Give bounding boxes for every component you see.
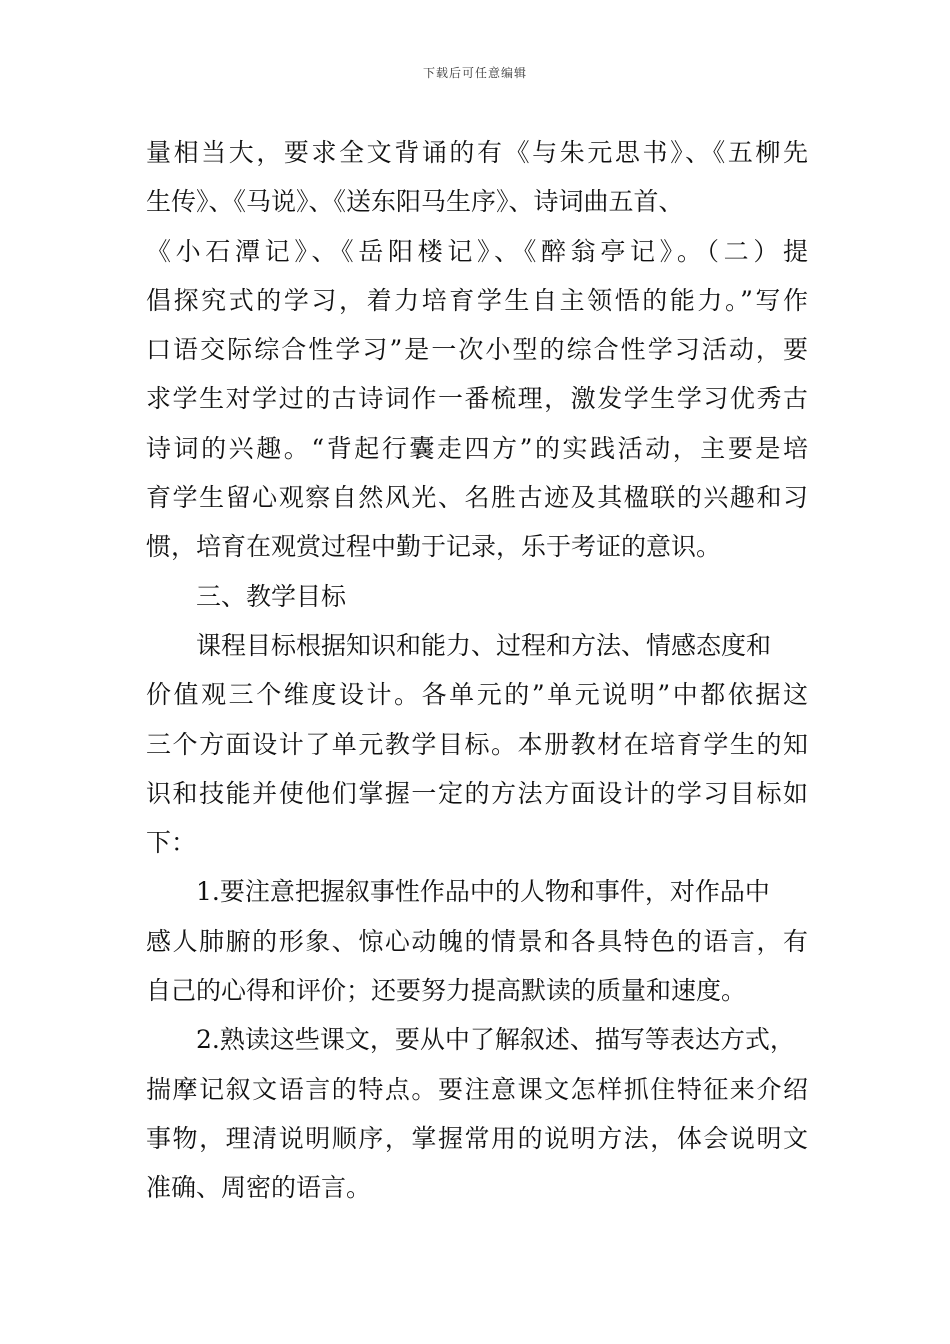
- page-header-note: 下载后可任意编辑: [422, 66, 527, 80]
- text-line: 求学生对学过的古诗词作一番梳理，激发学生学习优秀古: [146, 384, 808, 414]
- text-line: 准确、周密的语言。: [146, 1173, 372, 1203]
- text-line: 价值观三个维度设计。各单元的”单元说明”中都依据这: [146, 680, 808, 710]
- text-line: 诗词的兴趣。“背起行囊走四方”的实践活动，主要是培: [146, 433, 808, 463]
- section-heading: 三、教学目标: [196, 581, 347, 611]
- text-line: 揣摩记叙文语言的特点。要注意课文怎样抓住特征来介绍: [146, 1074, 808, 1104]
- text-line: 课程目标根据知识和能力、过程和方法、情感态度和: [196, 630, 772, 660]
- text-line: 育学生留心观察自然风光、名胜古迹及其楹联的兴趣和习: [146, 483, 808, 513]
- text-line: 口语交际综合性学习”是一次小型的综合性学习活动，要: [146, 335, 808, 365]
- text-line: 倡探究式的学习，着力培育学生自主领悟的能力。”写作: [146, 285, 808, 315]
- text-line: 生传》、《马说》、《送东阳马生序》、诗词曲五首、: [146, 187, 684, 217]
- list-item-1: 1.要注意把握叙事性作品中的人物和事件，对作品中: [196, 877, 770, 907]
- text-line: 感人肺腑的形象、惊心动魄的情景和各具特色的语言，有: [146, 926, 808, 956]
- text-line: 自己的心得和评价；还要努力提高默读的质量和速度。: [146, 976, 747, 1006]
- list-item-2: 2.熟读这些课文，要从中了解叙述、描写等表达方式，: [196, 1025, 795, 1055]
- text-line: 识和技能并使他们掌握一定的方法方面设计的学习目标如: [146, 778, 808, 808]
- text-line: 《小石潭记》、《岳阳楼记》、《醉翁亭记》。（二）提: [146, 236, 808, 266]
- document-body: [146, 128, 808, 1213]
- text-line: 事物，理清说明顺序，掌握常用的说明方法，体会说明文: [146, 1123, 808, 1153]
- text-line: 量相当大，要求全文背诵的有《与朱元思书》、《五柳先: [146, 138, 808, 167]
- text-line: 下：: [146, 828, 197, 858]
- text-line: 三个方面设计了单元教学目标。本册教材在培育学生的知: [146, 729, 808, 759]
- text-line: 惯，培育在观赏过程中勤于记录，乐于考证的意识。: [146, 532, 722, 562]
